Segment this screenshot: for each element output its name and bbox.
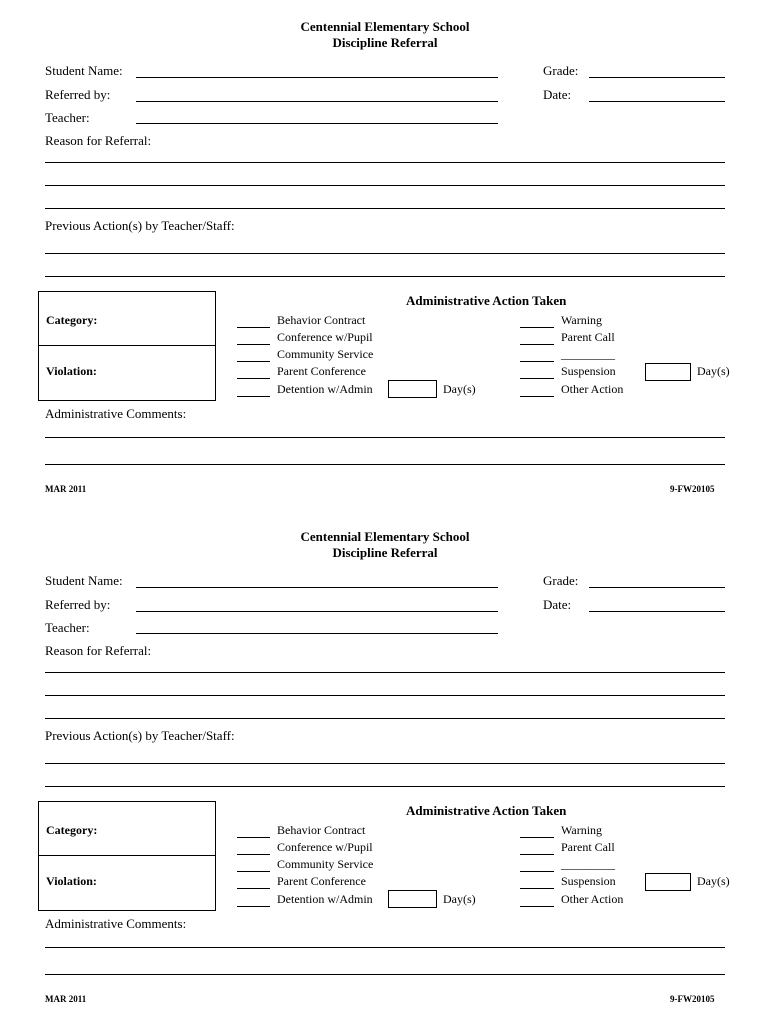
action-suspension: Suspension	[561, 364, 616, 378]
admin-comments-line[interactable]	[45, 947, 725, 948]
action-checkline[interactable]	[520, 327, 554, 328]
referral-form-2	[0, 510, 770, 1020]
action-checkline[interactable]	[237, 837, 270, 838]
admin-comments-line[interactable]	[45, 464, 725, 465]
suspension-days-label: Day(s)	[697, 364, 730, 378]
action-checkline[interactable]	[520, 344, 554, 345]
action-parent-conference: Parent Conference	[277, 874, 366, 888]
footer-form-code: 9-FW20105	[670, 994, 715, 1004]
teacher-field[interactable]	[136, 123, 498, 124]
action-other: Other Action	[561, 382, 624, 396]
action-conference-pupil: Conference w/Pupil	[277, 330, 373, 344]
footer-form-code: 9-FW20105	[670, 484, 715, 494]
referred-by-label: Referred by:	[45, 87, 111, 102]
previous-actions-line[interactable]	[45, 763, 725, 764]
action-other: Other Action	[561, 892, 624, 906]
grade-field[interactable]	[589, 587, 725, 588]
action-community-service: Community Service	[277, 857, 374, 871]
action-checkline[interactable]	[237, 906, 270, 907]
admin-comments-line[interactable]	[45, 437, 725, 438]
category-label: Category:	[46, 313, 98, 327]
previous-actions-line[interactable]	[45, 786, 725, 787]
date-field[interactable]	[589, 101, 725, 102]
admin-action-heading: Administrative Action Taken	[406, 293, 567, 308]
action-parent-conference: Parent Conference	[277, 364, 366, 378]
action-checkline[interactable]	[520, 888, 554, 889]
action-checkline[interactable]	[520, 378, 554, 379]
action-checkline[interactable]	[237, 888, 270, 889]
reason-line[interactable]	[45, 718, 725, 719]
previous-actions-line[interactable]	[45, 253, 725, 254]
student-name-field[interactable]	[136, 587, 498, 588]
action-parent-call: Parent Call	[561, 840, 615, 854]
admin-comments-label: Administrative Comments:	[45, 916, 187, 931]
action-behavior-contract: Behavior Contract	[277, 313, 366, 327]
date-field[interactable]	[589, 611, 725, 612]
teacher-field[interactable]	[136, 633, 498, 634]
admin-action-heading: Administrative Action Taken	[406, 803, 567, 818]
previous-actions-line[interactable]	[45, 276, 725, 277]
reason-line[interactable]	[45, 162, 725, 163]
action-warning: Warning	[561, 823, 603, 837]
box-divider	[38, 855, 216, 856]
action-behavior-contract: Behavior Contract	[277, 823, 366, 837]
action-checkline[interactable]	[520, 396, 554, 397]
action-checkline[interactable]	[237, 871, 270, 872]
action-checkline[interactable]	[237, 396, 270, 397]
reason-label: Reason for Referral:	[45, 643, 152, 658]
previous-actions-label: Previous Action(s) by Teacher/Staff:	[45, 728, 235, 743]
action-detention-admin: Detention w/Admin	[277, 382, 373, 396]
action-checkline[interactable]	[237, 854, 270, 855]
reason-label: Reason for Referral:	[45, 133, 152, 148]
admin-comments-line[interactable]	[45, 974, 725, 975]
student-name-label: Student Name:	[45, 63, 123, 78]
action-conference-pupil: Conference w/Pupil	[277, 840, 373, 854]
action-blank: _________	[561, 857, 615, 871]
grade-label: Grade:	[543, 573, 579, 588]
action-checkline[interactable]	[237, 344, 270, 345]
category-label: Category:	[46, 823, 98, 837]
detention-days-box[interactable]	[388, 890, 437, 908]
teacher-label: Teacher:	[45, 110, 90, 125]
category-violation-box	[38, 801, 216, 911]
action-checkline[interactable]	[237, 361, 270, 362]
student-name-label: Student Name:	[45, 573, 123, 588]
violation-label: Violation:	[46, 874, 97, 888]
detention-days-box[interactable]	[388, 380, 437, 398]
referred-by-field[interactable]	[136, 611, 498, 612]
suspension-days-box[interactable]	[645, 873, 691, 891]
form-title: Discipline Referral	[332, 545, 438, 560]
action-checkline[interactable]	[237, 378, 270, 379]
teacher-label: Teacher:	[45, 620, 90, 635]
suspension-days-label: Day(s)	[697, 874, 730, 888]
reason-line[interactable]	[45, 695, 725, 696]
referred-by-label: Referred by:	[45, 597, 111, 612]
form-title: Discipline Referral	[332, 35, 438, 50]
reason-line[interactable]	[45, 185, 725, 186]
grade-label: Grade:	[543, 63, 579, 78]
grade-field[interactable]	[589, 77, 725, 78]
action-suspension: Suspension	[561, 874, 616, 888]
detention-days-label: Day(s)	[443, 382, 476, 396]
box-divider	[38, 345, 216, 346]
reason-line[interactable]	[45, 208, 725, 209]
action-blank: _________	[561, 347, 615, 361]
action-checkline[interactable]	[237, 327, 270, 328]
referred-by-field[interactable]	[136, 101, 498, 102]
referral-form-1	[0, 0, 770, 510]
school-name: Centennial Elementary School	[300, 529, 470, 544]
reason-line[interactable]	[45, 672, 725, 673]
category-violation-box	[38, 291, 216, 401]
violation-label: Violation:	[46, 364, 97, 378]
detention-days-label: Day(s)	[443, 892, 476, 906]
date-label: Date:	[543, 597, 572, 612]
action-checkline[interactable]	[520, 361, 554, 362]
date-label: Date:	[543, 87, 572, 102]
action-parent-call: Parent Call	[561, 330, 615, 344]
previous-actions-label: Previous Action(s) by Teacher/Staff:	[45, 218, 235, 233]
action-checkline[interactable]	[520, 837, 554, 838]
action-community-service: Community Service	[277, 347, 374, 361]
footer-date: MAR 2011	[45, 484, 87, 494]
school-name: Centennial Elementary School	[300, 19, 470, 34]
action-checkline[interactable]	[520, 871, 554, 872]
action-checkline[interactable]	[520, 854, 554, 855]
action-detention-admin: Detention w/Admin	[277, 892, 373, 906]
footer-date: MAR 2011	[45, 994, 87, 1004]
action-warning: Warning	[561, 313, 603, 327]
admin-comments-label: Administrative Comments:	[45, 406, 187, 421]
action-checkline[interactable]	[520, 906, 554, 907]
suspension-days-box[interactable]	[645, 363, 691, 381]
student-name-field[interactable]	[136, 77, 498, 78]
